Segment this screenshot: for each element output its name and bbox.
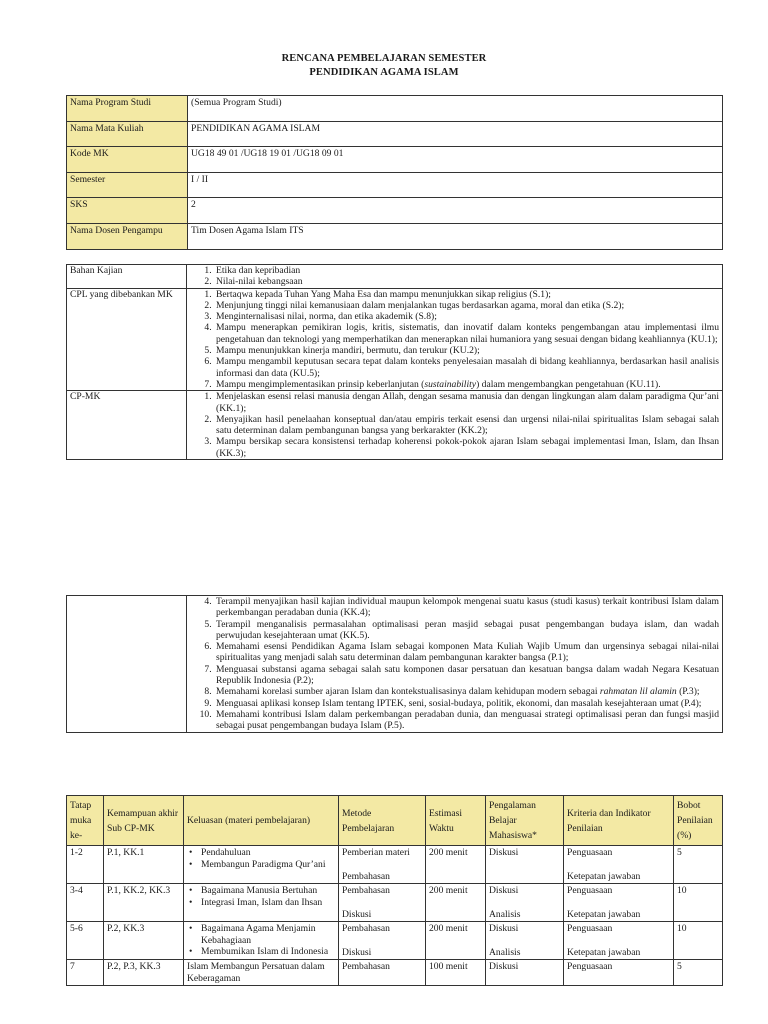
document-subtitle: PENDIDIKAN AGAMA ISLAM bbox=[309, 67, 459, 78]
kriteria-text: Ketepatan jawaban bbox=[567, 908, 641, 920]
item-text: (P.3); bbox=[676, 686, 700, 698]
bahan-kajian-list bbox=[190, 265, 719, 288]
info-label: Semester bbox=[67, 172, 188, 198]
list-item bbox=[214, 686, 719, 697]
info-value: UG18 49 01 /UG18 19 01 /UG18 09 01 bbox=[188, 147, 723, 173]
list-item: 2. Menjunjung tinggi nilai kemanusiaan dalam menjalankan tugas berdasarkan agama, moral dan etika (S.2); bbox=[214, 300, 719, 311]
cell-kriteria bbox=[564, 846, 674, 884]
cell-sub-cpmk: P.1, KK.1 bbox=[104, 846, 184, 884]
cpmk-continuation-table bbox=[66, 595, 723, 733]
header-metode: Metode Pembelajaran bbox=[339, 796, 426, 846]
info-row bbox=[67, 198, 723, 224]
info-value: 2 bbox=[188, 198, 723, 224]
pengalaman-text: Diskusi bbox=[489, 885, 519, 896]
cpl-list bbox=[190, 289, 719, 391]
cell-metode bbox=[339, 922, 426, 960]
header-kemampuan-akhir: Kemampuan akhir Sub CP-MK bbox=[104, 796, 184, 846]
info-row bbox=[67, 147, 723, 173]
list-item: 5. Mampu menunjukkan kinerja mandiri, bermutu, dan terukur (KU.2); bbox=[214, 345, 719, 356]
metode-text: Pembahasan bbox=[342, 885, 390, 896]
cell-kriteria bbox=[564, 922, 674, 960]
bahan-kajian-content bbox=[187, 265, 723, 289]
list-item: 1. Bertaqwa kepada Tuhan Yang Maha Esa dan mampu menunjukkan sikap religius (S.1); bbox=[214, 289, 719, 300]
pengalaman-text: Analisis bbox=[489, 908, 521, 920]
list-item: 5. Terampil menganalisis permasalahan optimalisasi peran masjid sebagai pusat pengembangan budaya islam, dan wadah perwujudan kesejahteraan umat (KK.5). bbox=[214, 619, 719, 642]
item-text: Mampu mengimplementasikan prinsip keberlanjutan ( bbox=[216, 378, 425, 390]
cell-metode bbox=[339, 846, 426, 884]
schedule-table bbox=[66, 795, 723, 986]
info-row bbox=[67, 121, 723, 147]
header-kriteria: Kriteria dan Indikator Penilaian bbox=[564, 796, 674, 846]
kriteria-text: Ketepatan jawaban bbox=[567, 946, 641, 958]
list-item: • Pendahuluan bbox=[199, 847, 335, 859]
cell-bobot: 10 bbox=[674, 922, 723, 960]
cpmk-continuation-content bbox=[187, 596, 723, 733]
schedule-header-row bbox=[67, 796, 723, 846]
info-label: Kode MK bbox=[67, 147, 188, 173]
info-row bbox=[67, 96, 723, 122]
cell-tatap-muka: 3-4 bbox=[67, 884, 104, 922]
cell-sub-cpmk: P.2, KK.3 bbox=[104, 922, 184, 960]
cell-materi bbox=[184, 884, 339, 922]
header-bobot: Bobot Penilaian (%) bbox=[674, 796, 723, 846]
header-keluasan: Keluasan (materi pembelajaran) bbox=[184, 796, 339, 846]
item-italic: sustainability bbox=[424, 378, 477, 390]
cell-waktu: 200 menit bbox=[426, 884, 486, 922]
cpmk-list bbox=[190, 391, 719, 459]
bahan-kajian-row bbox=[67, 265, 723, 289]
item-italic: rahmatan lil alamin bbox=[599, 686, 677, 698]
kriteria-text: Penguasaan bbox=[567, 885, 613, 896]
list-item: 7. Menguasai substansi agama sebagai salah satu komponen dasar persatuan dan kesatuan bangsa dalam wadah Negara Kesatuan Republik Indonesia (P.2); bbox=[214, 664, 719, 687]
info-label: Nama Mata Kuliah bbox=[67, 121, 188, 147]
list-item: 6. Memahami esensi Pendidikan Agama Islam sebagai komponen Mata Kuliah Wajib Umum dan urgensinya sebagai nilai-nilai spiritualitas yang menjadi salah satu determinan dalam pembangunan karakter bangsa (P.1); bbox=[214, 641, 719, 664]
cpl-label: CPL yang dibebankan MK bbox=[67, 288, 187, 391]
list-item: 3. Menginternalisasi nilai, norma, dan etika akademik (S.8); bbox=[214, 311, 719, 322]
cell-sub-cpmk: P.1, KK.2, KK.3 bbox=[104, 884, 184, 922]
list-item: • Bagaimana Agama Menjamin Kebahagiaan bbox=[199, 923, 335, 946]
cell-materi bbox=[184, 922, 339, 960]
cell-materi bbox=[184, 846, 339, 884]
table-row bbox=[67, 960, 723, 986]
list-item: 1. Menjelaskan esensi relasi manusia dengan Allah, dengan sesama manusia dan dengan lingkungan alam dalam paradigma Qur’ani (KK.1); bbox=[214, 391, 719, 414]
cell-tatap-muka: 5-6 bbox=[67, 922, 104, 960]
cpmk-row bbox=[67, 391, 723, 460]
list-item: • Bagaimana Manusia Bertuhan bbox=[199, 885, 335, 897]
metode-text: Pembahasan bbox=[342, 923, 390, 934]
list-item: 2. Nilai-nilai kebangsaan bbox=[214, 276, 719, 287]
list-item bbox=[214, 379, 719, 390]
metode-text: Pembahasan bbox=[342, 870, 390, 882]
kriteria-text: Penguasaan bbox=[567, 923, 613, 934]
metode-text: Pemberian materi bbox=[342, 847, 410, 858]
table-row bbox=[67, 922, 723, 960]
kriteria-text: Penguasaan bbox=[567, 847, 613, 858]
pengalaman-text: Analisis bbox=[489, 946, 521, 958]
info-value: PENDIDIKAN AGAMA ISLAM bbox=[188, 121, 723, 147]
item-text: Memahami korelasi sumber ajaran Islam dan kontekstualisasinya dalam kehidupan modern sebagai bbox=[216, 686, 600, 698]
cell-tatap-muka: 1-2 bbox=[67, 846, 104, 884]
list-item: 3. Mampu bersikap secara konsistensi terhadap koherensi pokok-pokok ajaran Islam sebagai implementasi Iman, Islam, dan Ihsan (KK.3); bbox=[214, 436, 719, 459]
info-value: (Semua Program Studi) bbox=[188, 96, 723, 122]
cell-pengalaman bbox=[486, 884, 564, 922]
header-pengalaman-belajar: Pengalaman Belajar Mahasiswa* bbox=[486, 796, 564, 846]
cpl-content bbox=[187, 288, 723, 391]
item-text: ) dalam mengembangkan pengetahuan (KU.11). bbox=[476, 378, 661, 390]
cell-waktu: 100 menit bbox=[426, 960, 486, 986]
table-row bbox=[67, 846, 723, 884]
cpmk-continuation-row bbox=[67, 596, 723, 733]
list-item: • Membumikan Islam di Indonesia bbox=[199, 946, 335, 958]
kriteria-text: Ketepatan jawaban bbox=[567, 870, 641, 882]
bahan-kajian-label: Bahan Kajian bbox=[67, 265, 187, 289]
header-tatap-muka: Tatap muka ke- bbox=[67, 796, 104, 846]
header-estimasi-waktu: Estimasi Waktu bbox=[426, 796, 486, 846]
list-item: 6. Mampu mengambil keputusan secara tepat dalam konteks penyelesaian masalah di bidang keahliannya, berdasarkan hasil analisis informasi dan data (KU.5); bbox=[214, 356, 719, 379]
course-info-table bbox=[66, 95, 723, 250]
cell-waktu: 200 menit bbox=[426, 846, 486, 884]
info-label: SKS bbox=[67, 198, 188, 224]
cell-kriteria: Penguasaan bbox=[564, 960, 674, 986]
table-row bbox=[67, 884, 723, 922]
cell-metode bbox=[339, 884, 426, 922]
cpmk-label: CP-MK bbox=[67, 391, 187, 460]
list-item: • Integrasi Iman, Islam dan Ihsan bbox=[199, 897, 335, 909]
metode-text: Diskusi bbox=[342, 908, 372, 920]
cell-pengalaman: Diskusi bbox=[486, 960, 564, 986]
list-item: 2. Menyajikan hasil penelaahan konseptual dan/atau empiris terkait esensi dan urgensi nilai-nilai spiritualitas Islam sebagai salah satu determinan dalam pembangunan bangsa yang berkarakter (KK.2); bbox=[214, 414, 719, 437]
cpl-row bbox=[67, 288, 723, 391]
list-item: 1. Etika dan kepribadian bbox=[214, 265, 719, 276]
cell-tatap-muka: 7 bbox=[67, 960, 104, 986]
list-item: 4. Mampu menerapkan pemikiran logis, kritis, sistematis, dan inovatif dalam konteks pengembangan atau implementasi ilmu pengetahuan dan teknologi yang memperhatikan dan menerapkan nilai humaniora yang sesuai dengan bidang keahliannya (KU.1); bbox=[214, 322, 719, 345]
cpmk-content bbox=[187, 391, 723, 460]
list-item: 9. Menguasai aplikasi konsep Islam tentang IPTEK, seni, sosial-budaya, politik, ekonomi, dan masalah kesejahteraan umat (P.4); bbox=[214, 698, 719, 709]
empty-label-cell bbox=[67, 596, 187, 733]
pengalaman-text: Diskusi bbox=[489, 923, 519, 934]
info-label: Nama Dosen Pengampu bbox=[67, 223, 188, 249]
cell-waktu: 200 menit bbox=[426, 922, 486, 960]
cell-bobot: 5 bbox=[674, 846, 723, 884]
cell-bobot: 5 bbox=[674, 960, 723, 986]
cell-pengalaman: Diskusi bbox=[486, 846, 564, 884]
metode-text: Diskusi bbox=[342, 946, 372, 958]
list-item: 4. Terampil menyajikan hasil kajian individual maupun kelompok mengenai suatu kasus (studi kasus) terkait kontribusi Islam dalam perkembangan peradaban dunia (KK.4); bbox=[214, 596, 719, 619]
info-row bbox=[67, 172, 723, 198]
learning-outcomes-table bbox=[66, 264, 723, 460]
info-value: Tim Dosen Agama Islam ITS bbox=[188, 223, 723, 249]
cell-bobot: 10 bbox=[674, 884, 723, 922]
cell-materi: Islam Membangun Persatuan dalam Keberagaman bbox=[184, 960, 339, 986]
info-row bbox=[67, 223, 723, 249]
list-item: 10. Memahami kontribusi Islam dalam perkembangan peradaban dunia, dan menguasai strategi optimalisasi peran dan fungsi masjid sebagai pusat pengembangan budaya Islam (P.5). bbox=[214, 709, 719, 732]
info-value: I / II bbox=[188, 172, 723, 198]
cell-kriteria bbox=[564, 884, 674, 922]
info-label: Nama Program Studi bbox=[67, 96, 188, 122]
cpmk-continuation-list bbox=[190, 596, 719, 732]
document-title: RENCANA PEMBELAJARAN SEMESTER bbox=[281, 53, 487, 64]
cell-sub-cpmk: P.2, P.3, KK.3 bbox=[104, 960, 184, 986]
cell-pengalaman bbox=[486, 922, 564, 960]
list-item: • Membangun Paradigma Qur’ani bbox=[199, 859, 335, 871]
cell-metode: Pembahasan bbox=[339, 960, 426, 986]
